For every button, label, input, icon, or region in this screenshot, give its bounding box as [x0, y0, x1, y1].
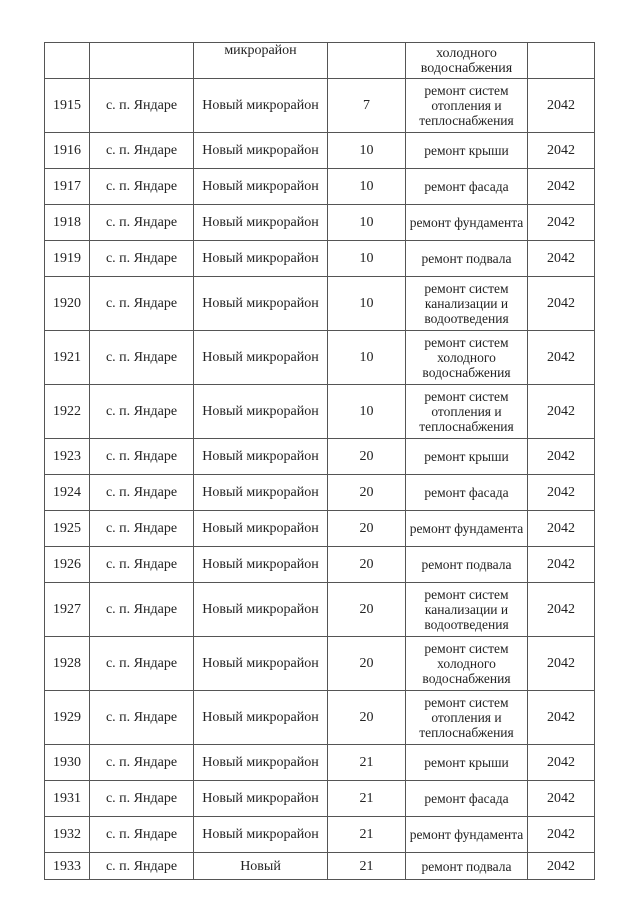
table-row [45, 511, 595, 547]
cell-street: Новый микрорайон [194, 79, 328, 133]
cell-year [528, 43, 595, 79]
cell-street: Новый микрорайон [194, 547, 328, 583]
cell-year: 2042 [528, 439, 595, 475]
cell-year: 2042 [528, 511, 595, 547]
cell-house: 20 [328, 547, 406, 583]
cell-settlement: с. п. Яндаре [90, 511, 194, 547]
cell-year: 2042 [528, 79, 595, 133]
cell-house: 20 [328, 439, 406, 475]
table-row [45, 745, 595, 781]
cell-work: ремонт систем отопления и теплоснабжения [406, 79, 528, 133]
cell-work: ремонт фундамента [406, 817, 528, 853]
cell-settlement: с. п. Яндаре [90, 331, 194, 385]
cell-year: 2042 [528, 637, 595, 691]
table-row [45, 133, 595, 169]
cell-year: 2042 [528, 475, 595, 511]
cell-work: ремонт подвала [406, 547, 528, 583]
cell-street: Новый микрорайон [194, 745, 328, 781]
table-row [45, 583, 595, 637]
table-row [45, 817, 595, 853]
cell-work: ремонт систем холодного водоснабжения [406, 637, 528, 691]
cell-work: ремонт систем отопления и теплоснабжения [406, 691, 528, 745]
cell-settlement: с. п. Яндаре [90, 781, 194, 817]
cell-settlement: с. п. Яндаре [90, 583, 194, 637]
cell-street: микрорайон [194, 43, 328, 79]
cell-street: Новый микрорайон [194, 331, 328, 385]
cell-work: ремонт подвала [406, 853, 528, 880]
cell-number: 1931 [45, 781, 90, 817]
cell-house: 10 [328, 331, 406, 385]
cell-settlement: с. п. Яндаре [90, 439, 194, 475]
cell-house: 10 [328, 241, 406, 277]
cell-year: 2042 [528, 241, 595, 277]
cell-number: 1916 [45, 133, 90, 169]
cell-number: 1925 [45, 511, 90, 547]
cell-work: ремонт крыши [406, 745, 528, 781]
cell-house [328, 43, 406, 79]
cell-house: 21 [328, 781, 406, 817]
cell-street: Новый микрорайон [194, 475, 328, 511]
cell-year: 2042 [528, 745, 595, 781]
cell-street: Новый микрорайон [194, 691, 328, 745]
cell-work: ремонт крыши [406, 439, 528, 475]
cell-work: ремонт фундамента [406, 511, 528, 547]
cell-year: 2042 [528, 385, 595, 439]
cell-street: Новый микрорайон [194, 385, 328, 439]
cell-settlement: с. п. Яндаре [90, 637, 194, 691]
cell-number: 1917 [45, 169, 90, 205]
continuation-row [45, 43, 595, 79]
table-row [45, 475, 595, 511]
cell-work: ремонт систем канализации и водоотведения [406, 277, 528, 331]
cell-number: 1915 [45, 79, 90, 133]
table-row [45, 169, 595, 205]
cell-house: 10 [328, 169, 406, 205]
cell-year: 2042 [528, 547, 595, 583]
cell-settlement: с. п. Яндаре [90, 385, 194, 439]
cell-number: 1921 [45, 331, 90, 385]
cell-number: 1918 [45, 205, 90, 241]
cell-work: ремонт систем канализации и водоотведения [406, 583, 528, 637]
cell-settlement: с. п. Яндаре [90, 817, 194, 853]
cell-house: 20 [328, 637, 406, 691]
cell-number: 1932 [45, 817, 90, 853]
cell-settlement: с. п. Яндаре [90, 79, 194, 133]
cell-number [45, 43, 90, 79]
table-row [45, 277, 595, 331]
table-row [45, 691, 595, 745]
cell-settlement: с. п. Яндаре [90, 691, 194, 745]
cell-number: 1930 [45, 745, 90, 781]
cell-year: 2042 [528, 781, 595, 817]
cell-year: 2042 [528, 817, 595, 853]
cell-street: Новый микрорайон [194, 439, 328, 475]
cell-street: Новый микрорайон [194, 583, 328, 637]
cell-street: Новый микрорайон [194, 817, 328, 853]
repair-schedule-table [44, 42, 595, 880]
cell-work: ремонт систем холодного водоснабжения [406, 331, 528, 385]
cell-number: 1922 [45, 385, 90, 439]
cell-house: 20 [328, 691, 406, 745]
table-row [45, 439, 595, 475]
cell-work: ремонт фасада [406, 781, 528, 817]
cell-street: Новый микрорайон [194, 205, 328, 241]
table-row [45, 547, 595, 583]
cell-settlement: с. п. Яндаре [90, 277, 194, 331]
cell-number: 1919 [45, 241, 90, 277]
cell-number: 1926 [45, 547, 90, 583]
cell-work: холодного водоснабжения [406, 43, 528, 79]
cell-house: 20 [328, 583, 406, 637]
cell-house: 10 [328, 133, 406, 169]
cell-house: 10 [328, 277, 406, 331]
cell-number: 1929 [45, 691, 90, 745]
cell-year: 2042 [528, 277, 595, 331]
cell-work: ремонт подвала [406, 241, 528, 277]
cell-house: 21 [328, 853, 406, 880]
cell-number: 1924 [45, 475, 90, 511]
cell-year: 2042 [528, 583, 595, 637]
table-row [45, 853, 595, 880]
cell-number: 1927 [45, 583, 90, 637]
cell-year: 2042 [528, 853, 595, 880]
cell-work: ремонт фундамента [406, 205, 528, 241]
cell-number: 1920 [45, 277, 90, 331]
cell-number: 1933 [45, 853, 90, 880]
cell-work: ремонт фасада [406, 169, 528, 205]
cell-street: Новый микрорайон [194, 241, 328, 277]
cell-street: Новый микрорайон [194, 169, 328, 205]
table-row [45, 637, 595, 691]
cell-settlement: с. п. Яндаре [90, 745, 194, 781]
cell-street: Новый микрорайон [194, 133, 328, 169]
cell-year: 2042 [528, 691, 595, 745]
table-row [45, 79, 595, 133]
cell-number: 1923 [45, 439, 90, 475]
table-row [45, 781, 595, 817]
cell-settlement: с. п. Яндаре [90, 547, 194, 583]
cell-settlement: с. п. Яндаре [90, 241, 194, 277]
table-row [45, 385, 595, 439]
cell-number: 1928 [45, 637, 90, 691]
cell-year: 2042 [528, 169, 595, 205]
cell-settlement: с. п. Яндаре [90, 205, 194, 241]
cell-settlement: с. п. Яндаре [90, 169, 194, 205]
cell-year: 2042 [528, 205, 595, 241]
cell-street: Новый микрорайон [194, 637, 328, 691]
cell-house: 20 [328, 511, 406, 547]
cell-house: 21 [328, 745, 406, 781]
cell-house: 10 [328, 385, 406, 439]
cell-street: Новый [194, 853, 328, 880]
table-row [45, 241, 595, 277]
cell-work: ремонт систем отопления и теплоснабжения [406, 385, 528, 439]
cell-settlement: с. п. Яндаре [90, 133, 194, 169]
cell-house: 20 [328, 475, 406, 511]
table-body [45, 43, 595, 880]
cell-year: 2042 [528, 331, 595, 385]
cell-work: ремонт фасада [406, 475, 528, 511]
cell-house: 21 [328, 817, 406, 853]
table-row [45, 205, 595, 241]
cell-work: ремонт крыши [406, 133, 528, 169]
cell-street: Новый микрорайон [194, 511, 328, 547]
cell-settlement [90, 43, 194, 79]
table-row [45, 331, 595, 385]
cell-settlement: с. п. Яндаре [90, 853, 194, 880]
cell-street: Новый микрорайон [194, 781, 328, 817]
cell-settlement: с. п. Яндаре [90, 475, 194, 511]
cell-house: 7 [328, 79, 406, 133]
cell-house: 10 [328, 205, 406, 241]
cell-street: Новый микрорайон [194, 277, 328, 331]
document-page [44, 42, 594, 880]
cell-year: 2042 [528, 133, 595, 169]
